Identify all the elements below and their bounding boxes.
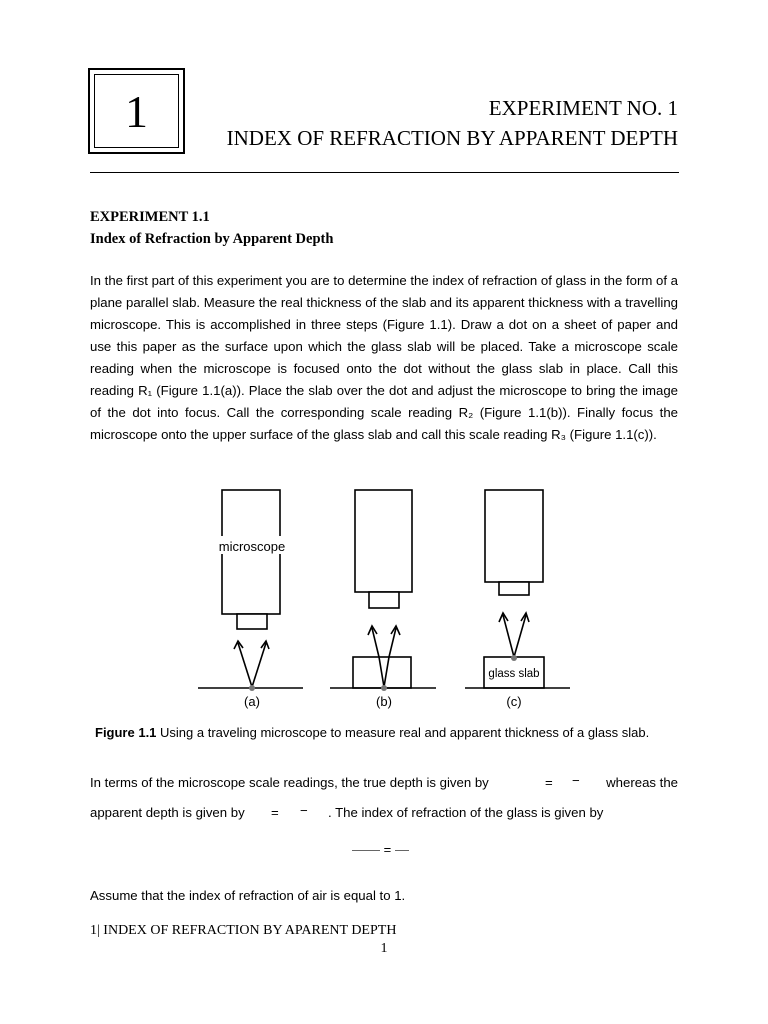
true-depth-text: In terms of the microscope scale readings, the true depth is given by [90,775,489,790]
microscope-b [355,490,412,608]
intro-paragraph: In the first part of this experiment you are to determine the index of refraction of glass in the form of a plane parallel slab. Measure the real thickness of the slab and its apparent thickness with a travelling microscope. This is accomplished in three steps (Figure 1.1). Draw a dot on a sheet of paper and use this paper as the surface upon which the glass slab will be placed. Take a microscope scale reading when the microscope is focused onto the dot without the glass slab in place. Call this reading R₁ (Figure 1.1(a)). Place the slab over the dot and adjust the microscope to bring the image of the dot into focus. Call the corresponding scale reading R₂ (Figure 1.1(b)). Finally focus the microscope onto the upper surface of the glass slab and call this scale reading R₃ (Figure 1.1(c)). [90,273,678,442]
light-rays-c [499,613,529,657]
panel-label-b: (b) [376,694,392,709]
dot-b [381,685,387,691]
figure-1-1 [180,478,590,723]
microscope-a [222,490,280,629]
index-fraction [352,842,409,857]
true-depth-equals: = [545,775,553,790]
figure-diagram [180,478,590,718]
fraction-equals: = [383,842,392,857]
chapter-number-box [88,68,185,154]
section-heading [90,206,333,250]
microscope-c [485,490,543,595]
apparent-depth-minus: − [300,803,308,818]
apparent-depth-equals: = [271,805,279,820]
caption-text: Using a traveling microscope to measure real and apparent thickness of a glass slab. [156,725,650,740]
fraction-bar [352,850,380,851]
caption-label: Figure 1.1 [95,725,157,740]
chapter-number: 1 [94,74,179,148]
section-number: EXPERIMENT 1.1 [90,209,210,225]
heading-divider [90,172,679,173]
true-depth-minus: − [572,773,580,788]
dot-c [511,655,517,661]
true-depth-tail: whereas the [606,775,678,790]
section-title: Index of Refraction by Apparent Depth [90,231,334,247]
page-number: 1 [380,941,388,956]
heading-line-2: INDEX OF REFRACTION BY APPARENT DEPTH [226,126,678,150]
figure-caption [95,725,649,740]
light-rays-a [234,641,269,687]
true-depth-sentence [90,772,678,794]
panel-label-c: (c) [506,694,522,709]
apparent-depth-sentence [90,802,604,824]
page-footer: 1| INDEX OF REFRACTION BY APARENT DEPTH [90,923,397,938]
assumption-text: Assume that the index of refraction of air is equal to 1. [90,888,406,903]
microscope-label: microscope [218,539,286,554]
fraction-bar-right [395,850,409,851]
apparent-depth-text: apparent depth is given by [90,805,245,820]
heading-line-1: EXPERIMENT NO. 1 [488,96,678,120]
glass-slab-label: glass slab [488,668,540,680]
apparent-depth-tail: . The index of refraction of the glass is given by [328,805,604,820]
dot-a [249,685,255,691]
panel-label-a: (a) [244,694,260,709]
chapter-heading [227,93,678,153]
